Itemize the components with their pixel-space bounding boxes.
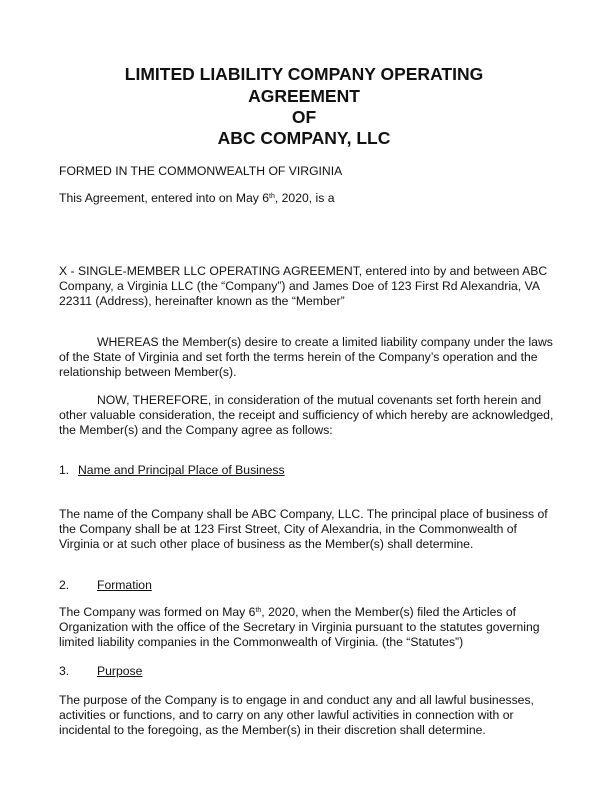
now-therefore-paragraph: NOW, THEREFORE, in consideration of the mutual covenants set forth herein and other valuable consideration, the receipt and sufficiency of which hereby are acknowledged, the Member(s) and the Company agree as follows: bbox=[59, 393, 554, 437]
single-member-paragraph bbox=[59, 264, 559, 308]
section-3-heading: Purpose bbox=[97, 664, 143, 678]
section-1-heading: Name and Principal Place of Business bbox=[78, 463, 285, 477]
section-1-number: 1. bbox=[59, 463, 70, 477]
single-member-checkbox[interactable]: X bbox=[59, 264, 68, 278]
intro-paragraph bbox=[59, 191, 559, 206]
section-3-body: The purpose of the Company is to engage in and conduct any and all lawful businesses, activities or functions, and to carry on any other lawful activities in connection with or incidental to the foregoing, as the Member(s) in their discretion shall determine. bbox=[59, 693, 534, 737]
section-2-heading: Formation bbox=[97, 578, 152, 592]
whereas-paragraph: WHEREAS the Member(s) desire to create a limited liability company under the laws of the State of Virginia and set forth the terms herein of the Company’s operation and the relationship between Member(s). bbox=[59, 335, 553, 379]
intro-text: This Agreement, entered into on May 6 bbox=[59, 191, 270, 205]
section-2-superscript: th bbox=[255, 607, 262, 614]
section-2-number: 2. bbox=[59, 578, 70, 592]
formed-statement: FORMED IN THE COMMONWEALTH OF VIRGINIA bbox=[59, 164, 343, 178]
document-title-line-3: OF bbox=[291, 107, 317, 127]
single-member-text: - SINGLE-MEMBER LLC OPERATING AGREEMENT, entered into by and between ABC Company, a Virginia LLC (the “Company”) and James Doe of 123 First Rd Alexandria, VA 22311 (Address), hereinafter known as the “Member” bbox=[59, 264, 548, 308]
section-2-body bbox=[59, 605, 559, 649]
document-title-line-2: AGREEMENT bbox=[248, 86, 360, 106]
section-1-body: The name of the Company shall be ABC Company, LLC. The principal place of business of the Company shall be at 123 First Street, City of Alexandria, in the Commonwealth of Virginia or at such other place of business as the Member(s) shall determine. bbox=[59, 507, 548, 551]
section-2-body-text: The Company was formed on May 6 bbox=[59, 605, 256, 619]
section-2-body-suffix: , 2020, when the Member(s) filed the Articles of Organization with the office of the Secretary in Virginia pursuant to the statutes governing limited liability companies in the Commonwealth of Virginia. (the “Statutes”) bbox=[59, 605, 540, 649]
intro-text-suffix: , 2020, is a bbox=[274, 191, 335, 205]
section-3-number: 3. bbox=[59, 664, 70, 678]
document-title-line-1: LIMITED LIABILITY COMPANY OPERATING bbox=[124, 64, 484, 84]
document-title-line-4: ABC COMPANY, LLC bbox=[217, 128, 391, 148]
intro-superscript: th bbox=[269, 193, 275, 200]
